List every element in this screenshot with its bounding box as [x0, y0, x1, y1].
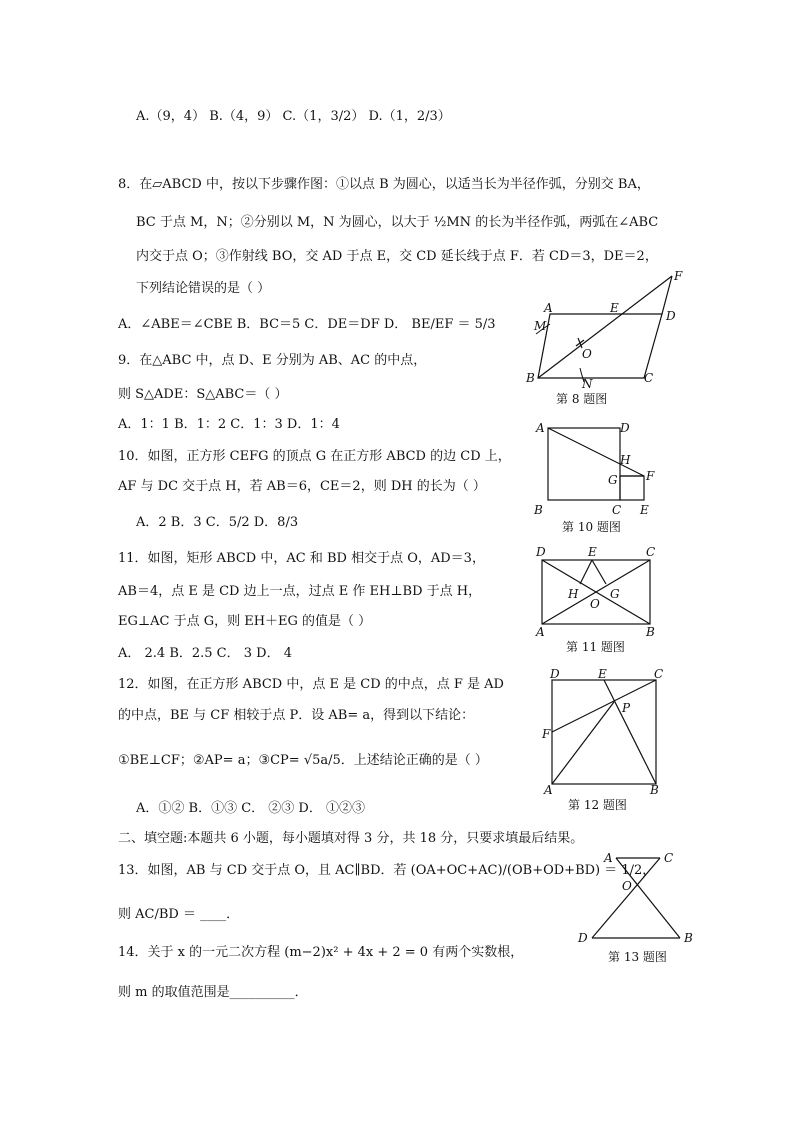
q8-line-3: 内交于点 O；③作射线 BO，交 AD 于点 E，交 CD 延长线于点 F．若 CD＝3，DE＝2，	[136, 249, 658, 264]
figure-13	[574, 850, 700, 946]
label-D: D	[578, 931, 588, 945]
label-N: N	[582, 377, 593, 388]
q7-options: A.（9，4） B.（4，9） C.（1，3/2） D.（1，2/3）	[136, 109, 451, 124]
q9-options: A．1：1 B．1：2 C．1：3 D．1：4	[118, 417, 340, 432]
figure-10	[528, 418, 668, 518]
label-O: O	[582, 347, 592, 361]
q8-line-1: 8．在▱ABCD 中，按以下步骤作图：①以点 B 为圆心，以适当长为半径作弧，分别交 BA，	[118, 177, 650, 192]
label-C: C	[654, 668, 664, 681]
label-E: E	[598, 668, 607, 681]
q10-options: A．2 B．3 C．5/2 D．8/3	[136, 515, 299, 530]
q14-line-2: 则 m 的取值范围是__________．	[118, 985, 308, 1000]
label-E: E	[610, 301, 619, 315]
label-C: C	[646, 545, 656, 559]
q11-line-3: EG⊥AC 于点 G，则 EH＋EG 的值是（ ）	[118, 614, 372, 629]
label-H: H	[568, 587, 579, 601]
label-A: A	[536, 421, 545, 435]
q12-options: A．①② B．①③ C． ②③ D． ①②③	[136, 801, 365, 816]
label-P: P	[622, 701, 631, 715]
label-A: A	[536, 625, 545, 639]
ray-bf	[538, 276, 672, 378]
label-E: E	[640, 503, 649, 517]
q9-line-1: 9．在△ABC 中，点 D、E 分别为 AB、AC 的中点，	[118, 353, 427, 368]
caption-fig-10: 第 10 题图	[562, 520, 621, 534]
label-F: F	[674, 269, 683, 283]
label-D: D	[666, 309, 676, 323]
square-cefg	[620, 476, 644, 500]
label-F: F	[646, 469, 655, 483]
q11-options: A． 2.4 B．2.5 C． 3 D． 4	[118, 646, 292, 661]
square-abcd	[552, 680, 656, 784]
square-abcd	[548, 428, 620, 500]
label-D: D	[550, 668, 560, 681]
label-O: O	[590, 597, 600, 611]
q11-line-1: 11．如图，矩形 ABCD 中，AC 和 BD 相交于点 O，AD＝3，	[118, 551, 485, 566]
segment-ap	[552, 702, 614, 784]
label-A: A	[544, 783, 553, 797]
q13-line-2: 则 AC/BD ＝ ____．	[118, 907, 240, 922]
segment-eh	[580, 560, 592, 584]
figure-12	[538, 668, 670, 798]
q8-line-2: BC 于点 M，N；②分别以 M，N 为圆心，以大于 ½MN 的长为半径作弧，两弧在∠ABC	[136, 215, 659, 230]
label-G: G	[608, 473, 618, 487]
label-E: E	[588, 545, 597, 559]
label-B: B	[684, 931, 693, 945]
segment-eg	[592, 560, 606, 584]
q12-line-1: 12．如图，在正方形 ABCD 中，点 E 是 CD 的中点，点 F 是 AD	[118, 677, 504, 692]
q13-line-1: 13．如图，AB 与 CD 交于点 O，且 AC∥BD．若 (OA+OC+AC)/(OB+OD+BD) ＝ 1/2，	[118, 863, 656, 878]
q12-line-3: ①BE⊥CF；②AP= a；③CP= √5a/5．上述结论正确的是（ ）	[118, 753, 488, 768]
figure-8	[520, 268, 700, 388]
label-B: B	[534, 503, 543, 517]
label-M: M	[534, 319, 547, 333]
label-B: B	[650, 783, 659, 797]
segment-af	[548, 428, 644, 476]
q12-line-2: 的中点，BE 与 CF 相较于点 P．设 AB= a，得到以下结论：	[118, 708, 475, 723]
label-A: A	[544, 301, 553, 315]
label-A: A	[604, 851, 613, 865]
label-C: C	[644, 371, 654, 385]
q10-line-2: AF 与 DC 交于点 H，若 AB＝6，CE＝2，则 DH 的长为（ ）	[118, 479, 486, 494]
caption-fig-12: 第 12 题图	[568, 798, 627, 812]
label-O: O	[622, 879, 632, 893]
q8-options: A．∠ABE＝∠CBE B．BC＝5 C．DE＝DF D． BE/EF ＝ 5/3	[118, 317, 496, 332]
q8-line-4: 下列结论错误的是（ ）	[136, 281, 271, 296]
q11-line-2: AB＝4，点 E 是 CD 边上一点，过点 E 作 EH⊥BD 于点 H，	[118, 584, 482, 599]
label-F: F	[542, 727, 551, 741]
label-B: B	[646, 625, 655, 639]
caption-fig-8: 第 8 题图	[556, 392, 608, 406]
section-2-heading: 二、填空题:本题共 6 小题，每小题填对得 3 分，共 18 分，只要求填最后结果。	[118, 831, 584, 846]
parallelogram-abcd	[538, 314, 662, 378]
label-H: H	[620, 453, 631, 467]
label-G: G	[610, 587, 620, 601]
caption-fig-13: 第 13 题图	[608, 950, 667, 964]
label-B: B	[526, 371, 535, 385]
label-C: C	[664, 851, 674, 865]
label-D: D	[620, 421, 630, 435]
label-C: C	[612, 503, 622, 517]
q10-line-1: 10．如图，正方形 CEFG 的顶点 G 在正方形 ABCD 的边 CD 上，	[118, 449, 511, 464]
figure-11	[530, 544, 670, 640]
segment-fc	[552, 680, 656, 732]
segment-eb	[604, 680, 656, 784]
caption-fig-11: 第 11 题图	[566, 640, 625, 654]
q14-line-1: 14．关于 x 的一元二次方程 (m−2)x² + 4x + 2 = 0 有两个实数根，	[118, 945, 524, 960]
q9-line-2: 则 S△ADE：S△ABC＝（ ）	[118, 387, 288, 402]
label-D: D	[536, 545, 546, 559]
